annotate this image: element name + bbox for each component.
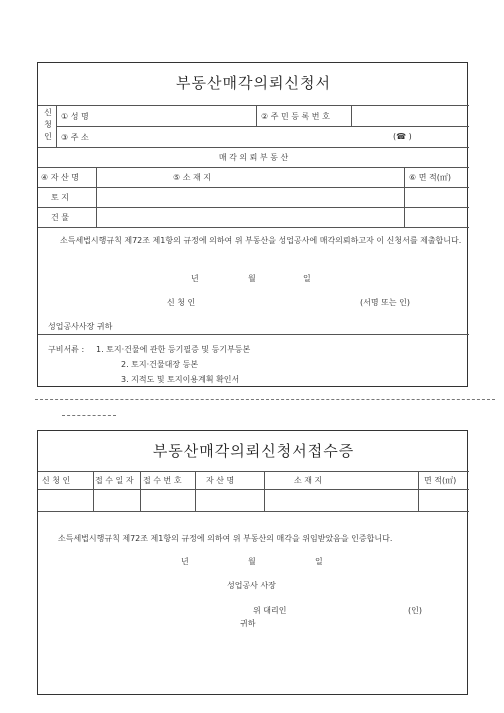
attachment-item: 1. 토지·건물에 관한 등기필증 및 등기부등본: [96, 345, 251, 354]
attachment-item: 2. 토지·건물대장 등본: [121, 360, 199, 369]
row-land: 토 지: [51, 193, 69, 202]
signature-note: (서명 또는 인): [360, 298, 410, 307]
year-label: 년: [181, 557, 189, 566]
delegate-label: 위 대리인: [253, 606, 287, 615]
row-building: 건 물: [51, 213, 69, 222]
divider: [93, 471, 94, 511]
cut-line: [35, 399, 495, 400]
address-label: ③ 주 소: [61, 133, 89, 142]
cut-line: [62, 415, 116, 416]
request-statement: 소득세법시행규칙 제72조 제1항의 규정에 의하여 위 부동산을 성업공사에 매각의뢰하고자 이 신청서를 제출합니다.: [60, 236, 462, 245]
seal-mark: (인): [408, 606, 422, 615]
col-receipt-number: 접 수 번 호: [143, 476, 182, 485]
col-area: 면 적(㎡): [424, 476, 457, 485]
phone-field: (☎ ): [393, 132, 412, 141]
divider: [38, 511, 469, 512]
divider: [38, 105, 469, 106]
attachment-item: 3. 지적도 및 토지이용계획 확인서: [121, 375, 240, 384]
form-title: 부동산매각의뢰신청서: [176, 74, 331, 92]
resident-number-label: ② 주 민 등 록 번 호: [261, 112, 330, 121]
divider: [38, 471, 469, 472]
day-label: 일: [303, 274, 311, 283]
divider: [256, 105, 257, 126]
receipt-title: 부동산매각의뢰신청서접수증: [152, 442, 355, 460]
sale-request-form: [37, 62, 468, 387]
divider: [38, 227, 469, 228]
certification-statement: 소득세법시행규칙 제72조 제1항의 규정에 의하여 위 부동산의 매각을 위임받았음을 인증합니다.: [58, 534, 393, 543]
divider: [195, 471, 196, 511]
divider: [38, 147, 469, 148]
applicant-label: 신청인: [44, 108, 52, 141]
col-applicant: 신 청 인: [42, 476, 71, 485]
divider: [38, 489, 469, 490]
col-asset-name: 자 산 명: [206, 476, 235, 485]
receipt-form: [37, 430, 468, 695]
col-location: ⑤ 소 재 지: [173, 173, 211, 182]
name-label: ① 성 명: [61, 112, 89, 121]
col-area: ⑥ 면 적(㎡): [409, 173, 451, 182]
month-label: 월: [248, 557, 256, 566]
month-label: 월: [248, 274, 256, 283]
applicant-sign-label: 신 청 인: [167, 298, 196, 307]
divider: [56, 126, 469, 127]
divider: [264, 471, 265, 511]
divider: [351, 105, 352, 126]
divider: [38, 334, 469, 335]
property-header: 매 각 의 뢰 부 동 산: [218, 153, 289, 162]
addressee: 성업공사사장 귀하: [48, 322, 113, 331]
year-label: 년: [191, 274, 199, 283]
attachments-label: 구비서류 :: [48, 345, 85, 354]
divider: [404, 167, 405, 227]
col-location: 소 재 지: [294, 476, 323, 485]
honorific: 귀하: [240, 619, 256, 628]
day-label: 일: [315, 557, 323, 566]
divider: [140, 471, 141, 511]
president-label: 성업공사 사장: [227, 581, 276, 590]
col-asset-name: ④ 자 산 명: [41, 173, 79, 182]
divider: [96, 167, 97, 227]
divider: [418, 471, 419, 511]
divider: [56, 105, 57, 147]
col-receipt-date: 접 수 일 자: [95, 476, 134, 485]
